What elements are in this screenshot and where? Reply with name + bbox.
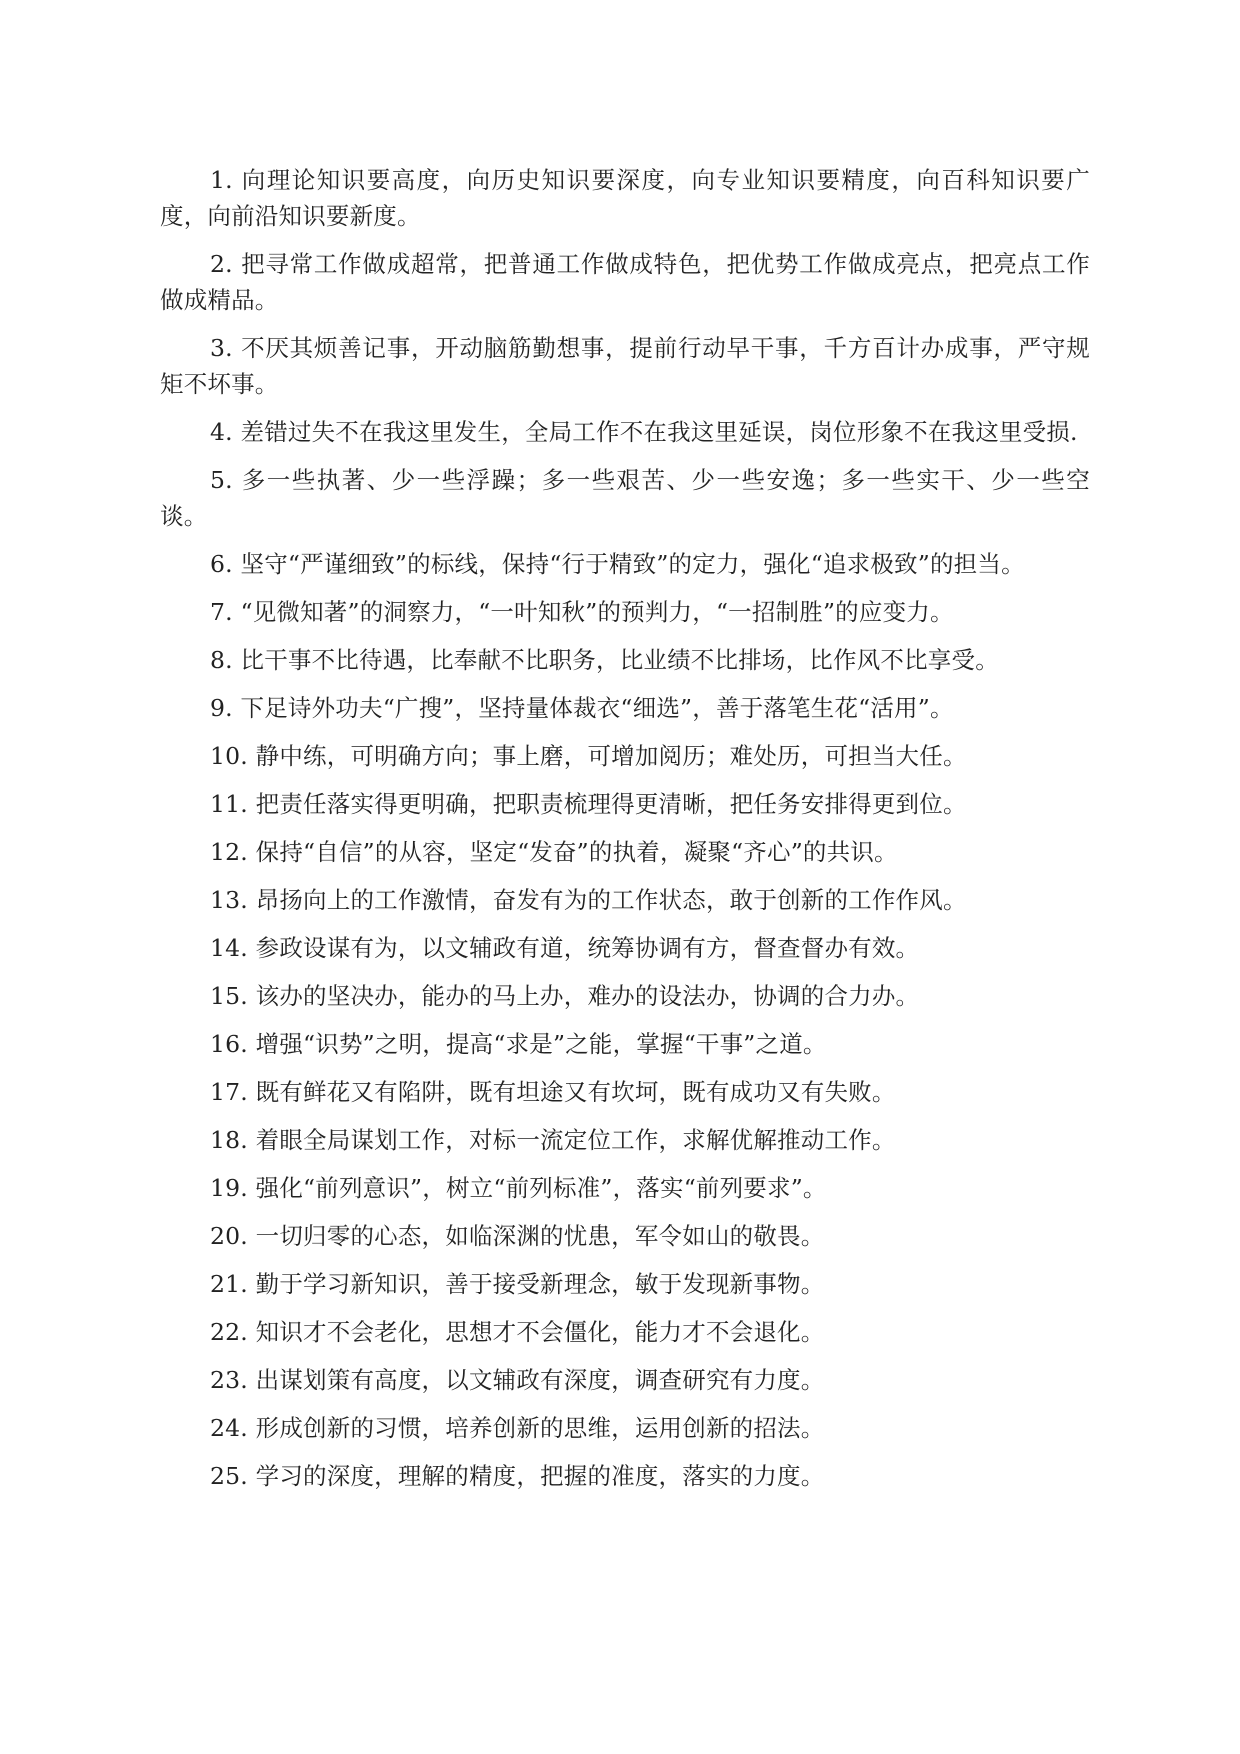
paragraph-22: 22. 知识才不会老化，思想才不会僵化，能力才不会退化。 [210, 1318, 825, 1346]
paragraph-13: 13. 昂扬向上的工作激情，奋发有为的工作状态，敢于创新的工作作风。 [210, 886, 967, 914]
paragraph-9: 9. 下足诗外功夫“广搜”，坚持量体裁衣“细选”，善于落笔生花“活用”。 [210, 694, 954, 722]
paragraph-23: 23. 出谋划策有高度，以文辅政有深度，调查研究有力度。 [210, 1366, 825, 1394]
paragraph-24: 24. 形成创新的习惯，培养创新的思维，运用创新的招法。 [210, 1414, 825, 1442]
paragraph-15: 15. 该办的坚决办，能办的马上办，难办的设法办，协调的合力办。 [210, 982, 920, 1010]
paragraph-21: 21. 勤于学习新知识，善于接受新理念，敏于发现新事物。 [210, 1270, 825, 1298]
paragraph-25: 25. 学习的深度，理解的精度，把握的准度，落实的力度。 [210, 1462, 825, 1490]
paragraph-3: 3. 不厌其烦善记事，开动脑筋勤想事，提前行动早干事，千方百计办成事，严守规矩不坏事。 [160, 334, 1090, 398]
paragraph-20: 20. 一切归零的心态，如临深渊的忧患，军令如山的敬畏。 [210, 1222, 825, 1250]
paragraph-19: 19. 强化“前列意识”，树立“前列标准”，落实“前列要求”。 [210, 1174, 827, 1202]
paragraph-14: 14. 参政设谋有为，以文辅政有道，统筹协调有方，督查督办有效。 [210, 934, 920, 962]
paragraph-4: 4. 差错过失不在我这里发生，全局工作不在我这里延误，岗位形象不在我这里受损. [210, 418, 1078, 446]
paragraph-2: 2. 把寻常工作做成超常，把普通工作做成特色，把优势工作做成亮点，把亮点工作做成精品。 [160, 250, 1090, 314]
paragraph-5: 5. 多一些执著、少一些浮躁；多一些艰苦、少一些安逸；多一些实干、少一些空谈。 [160, 466, 1090, 530]
document-body [160, 162, 1090, 1506]
paragraph-12: 12. 保持“自信”的从容，坚定“发奋”的执着，凝聚“齐心”的共识。 [210, 838, 898, 866]
paragraph-10: 10. 静中练，可明确方向；事上磨，可增加阅历；难处历，可担当大任。 [210, 742, 967, 770]
paragraph-16: 16. 增强“识势”之明，提高“求是”之能，掌握“干事”之道。 [210, 1030, 827, 1058]
paragraph-1: 1. 向理论知识要高度，向历史知识要深度，向专业知识要精度，向百科知识要广度，向前沿知识要新度。 [160, 166, 1090, 230]
paragraph-7: 7. “见微知著”的洞察力，“一叶知秋”的预判力，“一招制胜”的应变力。 [210, 598, 954, 626]
paragraph-11: 11. 把责任落实得更明确，把职责梳理得更清晰，把任务安排得更到位。 [210, 790, 967, 818]
paragraph-6: 6. 坚守“严谨细致”的标线，保持“行于精致”的定力，强化“追求极致”的担当。 [210, 550, 1025, 578]
paragraph-18: 18. 着眼全局谋划工作，对标一流定位工作，求解优解推动工作。 [210, 1126, 896, 1154]
paragraph-8: 8. 比干事不比待遇，比奉献不比职务，比业绩不比排场，比作风不比享受。 [210, 646, 999, 674]
paragraph-17: 17. 既有鲜花又有陷阱，既有坦途又有坎坷，既有成功又有失败。 [210, 1078, 896, 1106]
